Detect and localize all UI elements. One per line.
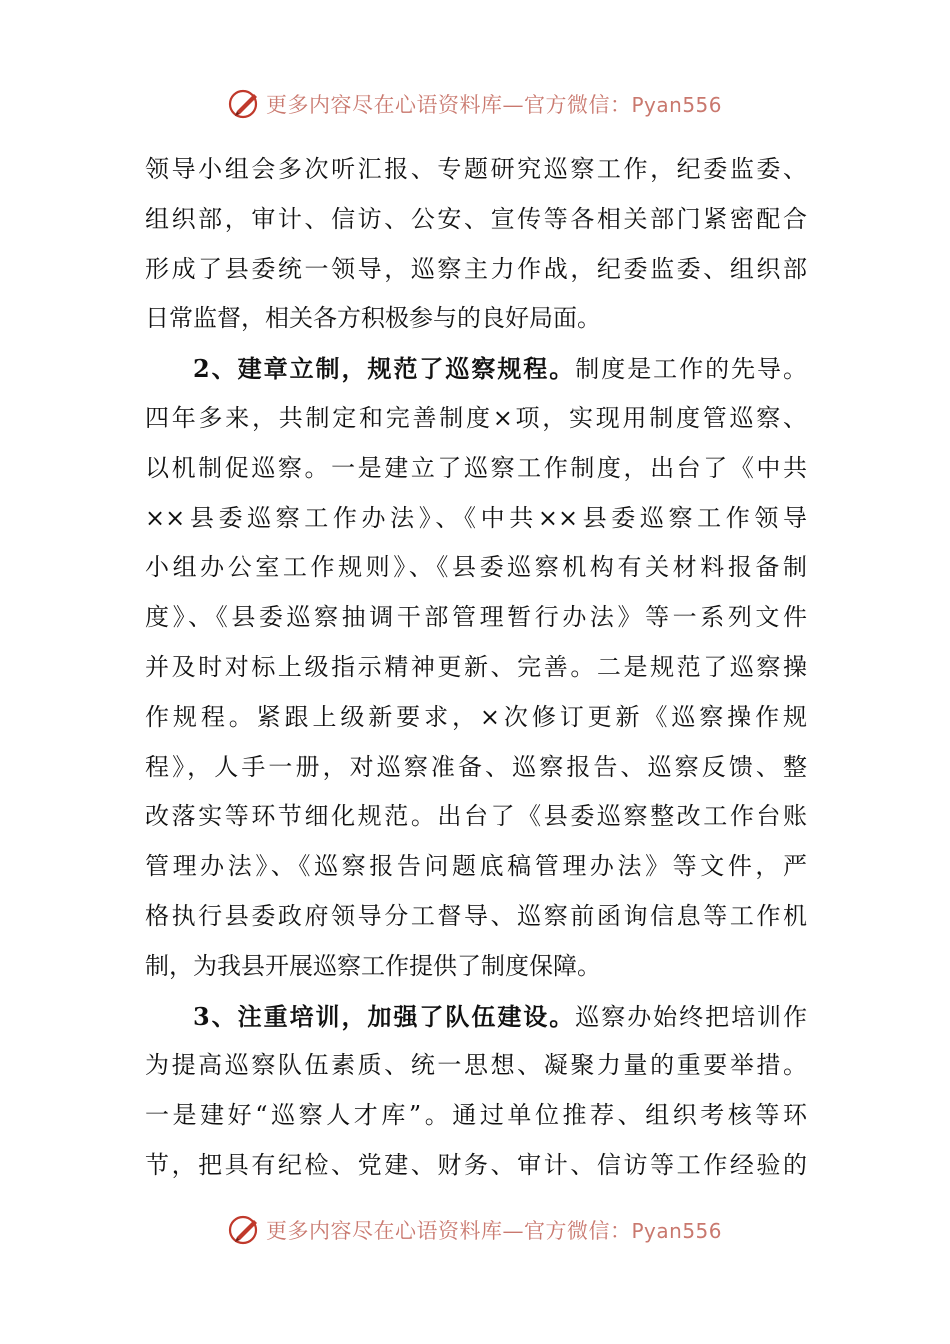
text-line: 一是建好“巡察人才库”。通过单位推荐、组织考核等环 xyxy=(145,1101,807,1130)
text-line: 组织部，审计、信访、公安、宣传等各相关部门紧密配合 xyxy=(145,204,807,233)
text-line: 日常监督，相关各方积极参与的良好局面。 xyxy=(145,304,601,333)
text-line: 程》，人手一册，对巡察准备、巡察报告、巡察反馈、整 xyxy=(145,752,807,781)
section-heading: 2、建章立制，规范了巡察规程。 xyxy=(193,354,576,384)
text-line: 节，把具有纪检、党建、财务、审计、信访等工作经验的 xyxy=(145,1150,807,1179)
paragraph-1 xyxy=(145,145,807,344)
heading-rest: 制度是工作的先导。 xyxy=(575,355,807,384)
section-heading: 3、注重培训，加强了队伍建设。 xyxy=(193,1001,576,1031)
text-line: 领导小组会多次听汇报、专题研究巡察工作，纪委监委、 xyxy=(145,155,807,183)
text-line: 以机制促巡察。一是建立了巡察工作制度，出台了《中共 xyxy=(145,453,807,482)
watermark-text: 更多内容尽在心语资料库—官方微信：Pyan556 xyxy=(265,1219,722,1243)
watermark-banner-top xyxy=(0,84,950,124)
text-line xyxy=(145,992,807,1042)
heading-rest: 巡察办始终把培训作 xyxy=(575,1002,807,1031)
paragraph-3 xyxy=(145,992,807,1191)
text-line: 制，为我县开展巡察工作提供了制度保障。 xyxy=(145,951,601,980)
text-line: 度》、《县委巡察抽调干部管理暂行办法》等一系列文件 xyxy=(145,603,807,632)
text-line: 格执行县委政府领导分工督导、巡察前函询信息等工作机 xyxy=(145,901,807,930)
pen-logo-icon xyxy=(228,1213,262,1247)
text-line: ××县委巡察工作办法》、《中共××县委巡察工作领导 xyxy=(145,503,807,532)
text-line: 形成了县委统一领导，巡察主力作战，纪委监委、组织部 xyxy=(145,254,807,283)
text-line: 作规程。紧跟上级新要求，×次修订更新《巡察操作规 xyxy=(145,702,807,731)
pen-logo-icon xyxy=(228,87,262,121)
text-line: 为提高巡察队伍素质、统一思想、凝聚力量的重要举措。 xyxy=(145,1051,807,1080)
text-line: 四年多来，共制定和完善制度×项，实现用制度管巡察、 xyxy=(145,403,807,432)
text-line: 小组办公室工作规则》、《县委巡察机构有关材料报备制 xyxy=(145,553,807,582)
text-line: 管理办法》、《巡察报告问题底稿管理办法》等文件，严 xyxy=(145,852,807,881)
watermark-banner-bottom xyxy=(0,1210,950,1250)
paragraph-2 xyxy=(145,344,807,991)
text-line: 并及时对标上级指示精神更新、完善。二是规范了巡察操 xyxy=(145,652,807,681)
text-line: 改落实等环节细化规范。出台了《县委巡察整改工作台账 xyxy=(145,802,807,831)
document-body xyxy=(145,145,807,1191)
text-line xyxy=(145,344,807,394)
watermark-text: 更多内容尽在心语资料库—官方微信：Pyan556 xyxy=(265,93,722,117)
